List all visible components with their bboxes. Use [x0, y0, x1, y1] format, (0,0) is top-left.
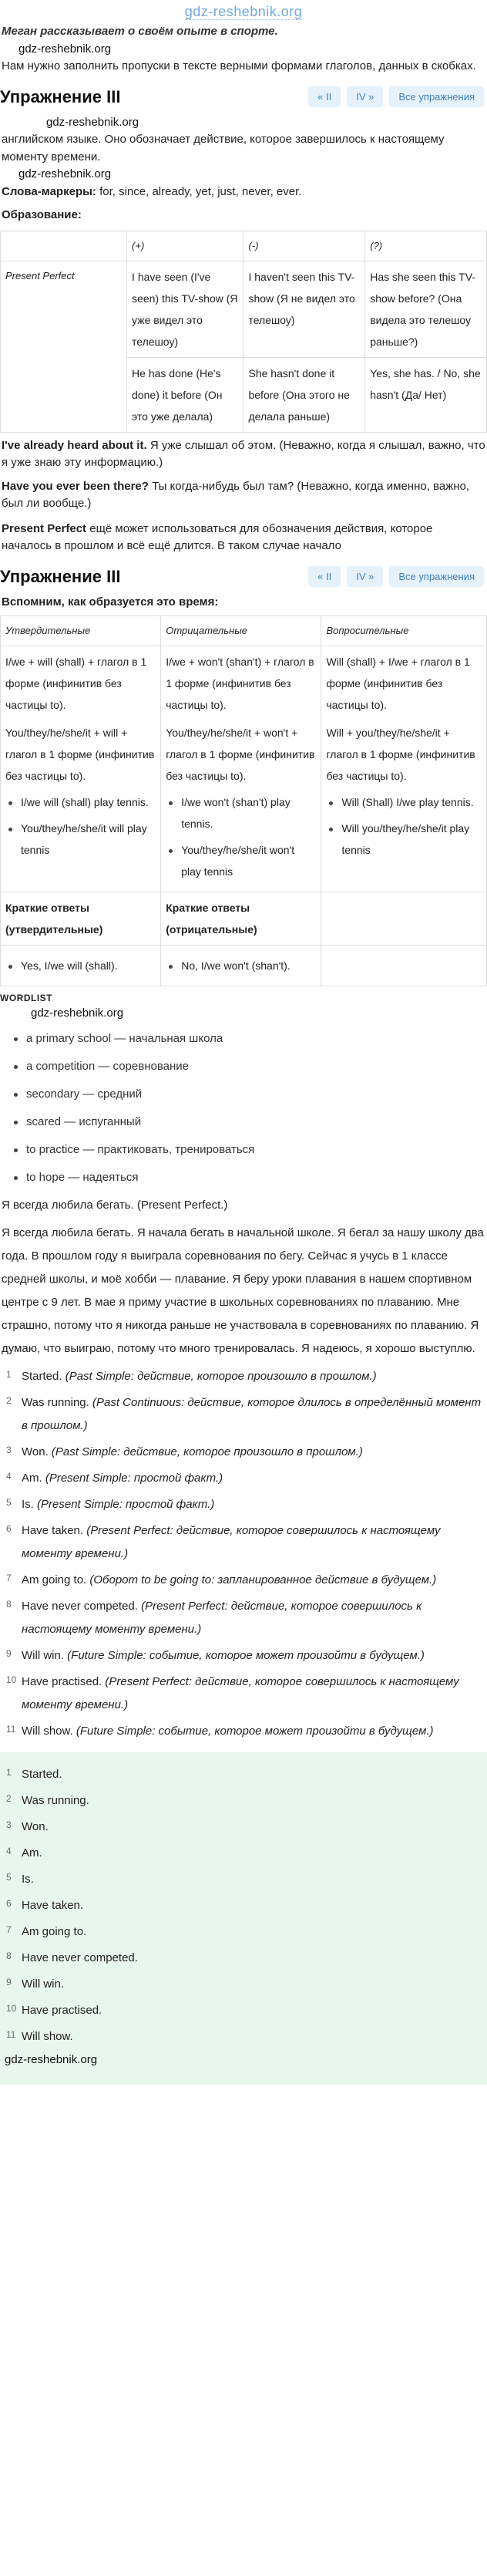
table-header: (?)	[365, 231, 487, 261]
final-answers	[0, 1763, 487, 2048]
list-item: 8 Have never competed.	[6, 1951, 138, 1964]
intro-task: Нам нужно заполнить пропуски в тексте верными формами глаголов, данных в скобках.	[2, 59, 476, 72]
watermark: gdz-reshebnik.org	[5, 2053, 98, 2066]
example-2: Have you ever been there? Ты когда-нибудь был там? (Неважно, когда именно, важно, был ли вообще.)	[2, 479, 470, 510]
wordlist-title: WORDLIST	[0, 993, 52, 1003]
explained-answers	[0, 1365, 487, 1743]
final-answers-box	[0, 1752, 487, 2085]
future-simple-table	[0, 615, 487, 986]
list-item: 9 Will win. (Future Simple: событие, которое может произойти в будущем.)	[6, 1648, 425, 1662]
table-cell: Yes, she has. / No, she hasn't (Да/ Нет)	[365, 357, 487, 432]
table-cell	[321, 946, 487, 986]
table-cell: She hasn't done it before (Она этого не делала раньше)	[244, 357, 365, 432]
all-exercises-button[interactable]: Все упражнения	[389, 566, 484, 588]
exercise-nav	[308, 86, 484, 108]
theory-paragraph: английском языке. Оно обозначает действие, которое завершилось к настоящему моменту времени.	[2, 133, 445, 164]
list-item: 4 Am. (Present Simple: простой факт.)	[6, 1471, 223, 1485]
table-cell: I haven't seen this TV-show (Я не видел это телешоу)	[244, 261, 365, 357]
prev-exercise-button[interactable]: « II	[308, 86, 341, 108]
watermark: gdz-reshebnik.org	[46, 115, 139, 129]
table-cell: I/we + will (shall) + глагол в 1 форме (инфинитив без частицы to). You/they/he/she/it + will + глагол в 1 форме (инфинитив без частицы to). I/we will (shall) play tennis. You/they/he/she/it will play tennis	[1, 646, 161, 892]
site-logo[interactable]: gdz-reshebnik.org	[184, 4, 303, 19]
formation-label: Образование:	[2, 208, 82, 221]
list-item: 3 Won.	[6, 1819, 49, 1833]
list-item: 7 Am going to.	[6, 1924, 87, 1938]
exercise-nav	[308, 566, 484, 588]
markers: Слова-маркеры: for, since, already, yet, just, never, ever.	[2, 184, 302, 198]
list-item: 4 Am.	[6, 1846, 42, 1860]
example-1: I've already heard about it. Я уже слышал об этом. (Неважно, когда я слышал, важно, что я уже знаю эту информацию.)	[2, 438, 485, 469]
list-item: a competition — соревнование	[14, 1055, 487, 1078]
table-cell: Will (shall) + I/we + глагол в 1 форме (инфинитив без частицы to). Will + you/they/he/she/it + глагол в 1 форме (инфинитив без частицы to). Will (Shall) I/we play tennis. Will you/they/he/she/it play tennis	[321, 646, 487, 892]
table-cell	[1, 231, 127, 261]
list-item: 1 Started. (Past Simple: действие, которое произошло в прошлом.)	[6, 1369, 377, 1383]
next-exercise-button[interactable]: IV »	[347, 566, 383, 588]
list-item: 6 Have taken. (Present Perfect: действие, которое совершилось к настоящему моменту времени.)	[6, 1523, 441, 1560]
list-item: 3 Won. (Past Simple: действие, которое произошло в прошлом.)	[6, 1445, 363, 1458]
list-item: 11 Will show.	[6, 2029, 73, 2043]
wordlist	[0, 1027, 487, 1189]
exercise-title: Упражнение III	[0, 567, 121, 586]
list-item: a primary school — начальная школа	[14, 1027, 487, 1050]
intro-lead: Меган рассказывает о своём опыте в спорте.	[2, 25, 278, 38]
list-item: scared — испуганный	[14, 1111, 487, 1134]
all-exercises-button[interactable]: Все упражнения	[389, 86, 484, 108]
table-cell: Has she seen this TV-show before? (Она видела это телешоу раньше?)	[365, 261, 487, 357]
present-perfect-table	[0, 231, 487, 433]
list-item: 2 Was running. (Past Continuous: действие, которое длилось в определённый момент в прошлом.)	[6, 1395, 482, 1432]
exercise-nav-bar	[0, 80, 487, 114]
table-header: Вопросительные	[321, 616, 487, 646]
intro	[0, 23, 487, 76]
table-cell: Краткие ответы (утвердительные)	[1, 892, 161, 946]
list-item: 11 Will show. (Future Simple: событие, которое может произойти в будущем.)	[6, 1724, 434, 1738]
list-item: 10 Have practised. (Present Perfect: действие, которое совершилось к настоящему моменту времени.)	[6, 1674, 459, 1711]
list-item: 7 Am going to. (Оборот to be going to: запланированное действие в будущем.)	[6, 1573, 437, 1586]
exercise-nav-bar-2	[0, 560, 487, 594]
present-perfect-note: Present Perfect ещё может использоваться для обозначения действия, которое началось в прошлом и всё ещё длится. В таком случае начало	[2, 521, 433, 552]
list-item: to practice — практиковать, тренироваться	[14, 1138, 487, 1162]
list-item: 5 Is. (Present Simple: простой факт.)	[6, 1497, 215, 1511]
list-item: 1 Started.	[6, 1767, 62, 1781]
exercise-title: Упражнение III	[0, 87, 121, 106]
watermark: gdz-reshebnik.org	[18, 167, 112, 180]
watermark: gdz-reshebnik.org	[31, 1006, 124, 1020]
table-cell: He has done (He's done) it before (Он это уже делала)	[127, 357, 244, 432]
watermark: gdz-reshebnik.org	[18, 42, 112, 56]
list-item: secondary — средний	[14, 1083, 487, 1106]
list-item: 9 Will win.	[6, 1977, 64, 1991]
list-item: to hope — надеяться	[14, 1166, 487, 1189]
translation-title: Я всегда любила бегать. (Present Perfect.)	[2, 1198, 228, 1212]
table-cell	[321, 892, 487, 946]
table-cell: I/we + won't (shan't) + глагол в 1 форме (инфинитив без частицы to). You/they/he/she/it + won't + глагол в 1 форме (инфинитив без частицы to). I/we won't (shan't) play tennis. You/they/he/she/it won't play tennis	[161, 646, 321, 892]
prev-exercise-button[interactable]: « II	[308, 566, 341, 588]
table-cell: I have seen (I've seen) this TV-show (Я уже видел это телешоу)	[127, 261, 244, 357]
table-cell: No, I/we won't (shan't).	[161, 946, 321, 986]
list-item: 10 Have practised.	[6, 2003, 102, 2017]
table-header: Отрицательные	[161, 616, 321, 646]
table-cell: Yes, I/we will (shall).	[1, 946, 161, 986]
table-cell: Краткие ответы (отрицательные)	[161, 892, 321, 946]
future-lead: Вспомним, как образуется это время:	[2, 595, 219, 609]
row-label: Present Perfect	[1, 261, 127, 432]
next-exercise-button[interactable]: IV »	[347, 86, 383, 108]
list-item: 6 Have taken.	[6, 1898, 84, 1912]
table-header: (-)	[244, 231, 365, 261]
table-header: (+)	[127, 231, 244, 261]
list-item: 8 Have never competed. (Present Perfect: действие, которое совершилось к настоящему моменту времени.)	[6, 1599, 422, 1636]
translation-text: Я всегда любила бегать. Я начала бегать в начальной школе. Я бегал за нашу школу два года. В прошлом году я выиграла соревнования по бегу. Сейчас я учусь в 1 классе средней школы, и моё хобби — плавание. Я беру уроки плавания в нашем спортивном центре с 9 лет. В мае я приму участие в школьных соревнованиях по плаванию. Мне страшно, потому что я никогда раньше не участвовала в соревнованиях по плаванию. Я думаю, что выиграю, потому что много тренировалась. Я надеюсь, я хорошо выступлю.	[2, 1226, 484, 1355]
list-item: 2 Was running.	[6, 1793, 89, 1807]
list-item: 5 Is.	[6, 1872, 34, 1886]
table-header: Утвердительные	[1, 616, 161, 646]
